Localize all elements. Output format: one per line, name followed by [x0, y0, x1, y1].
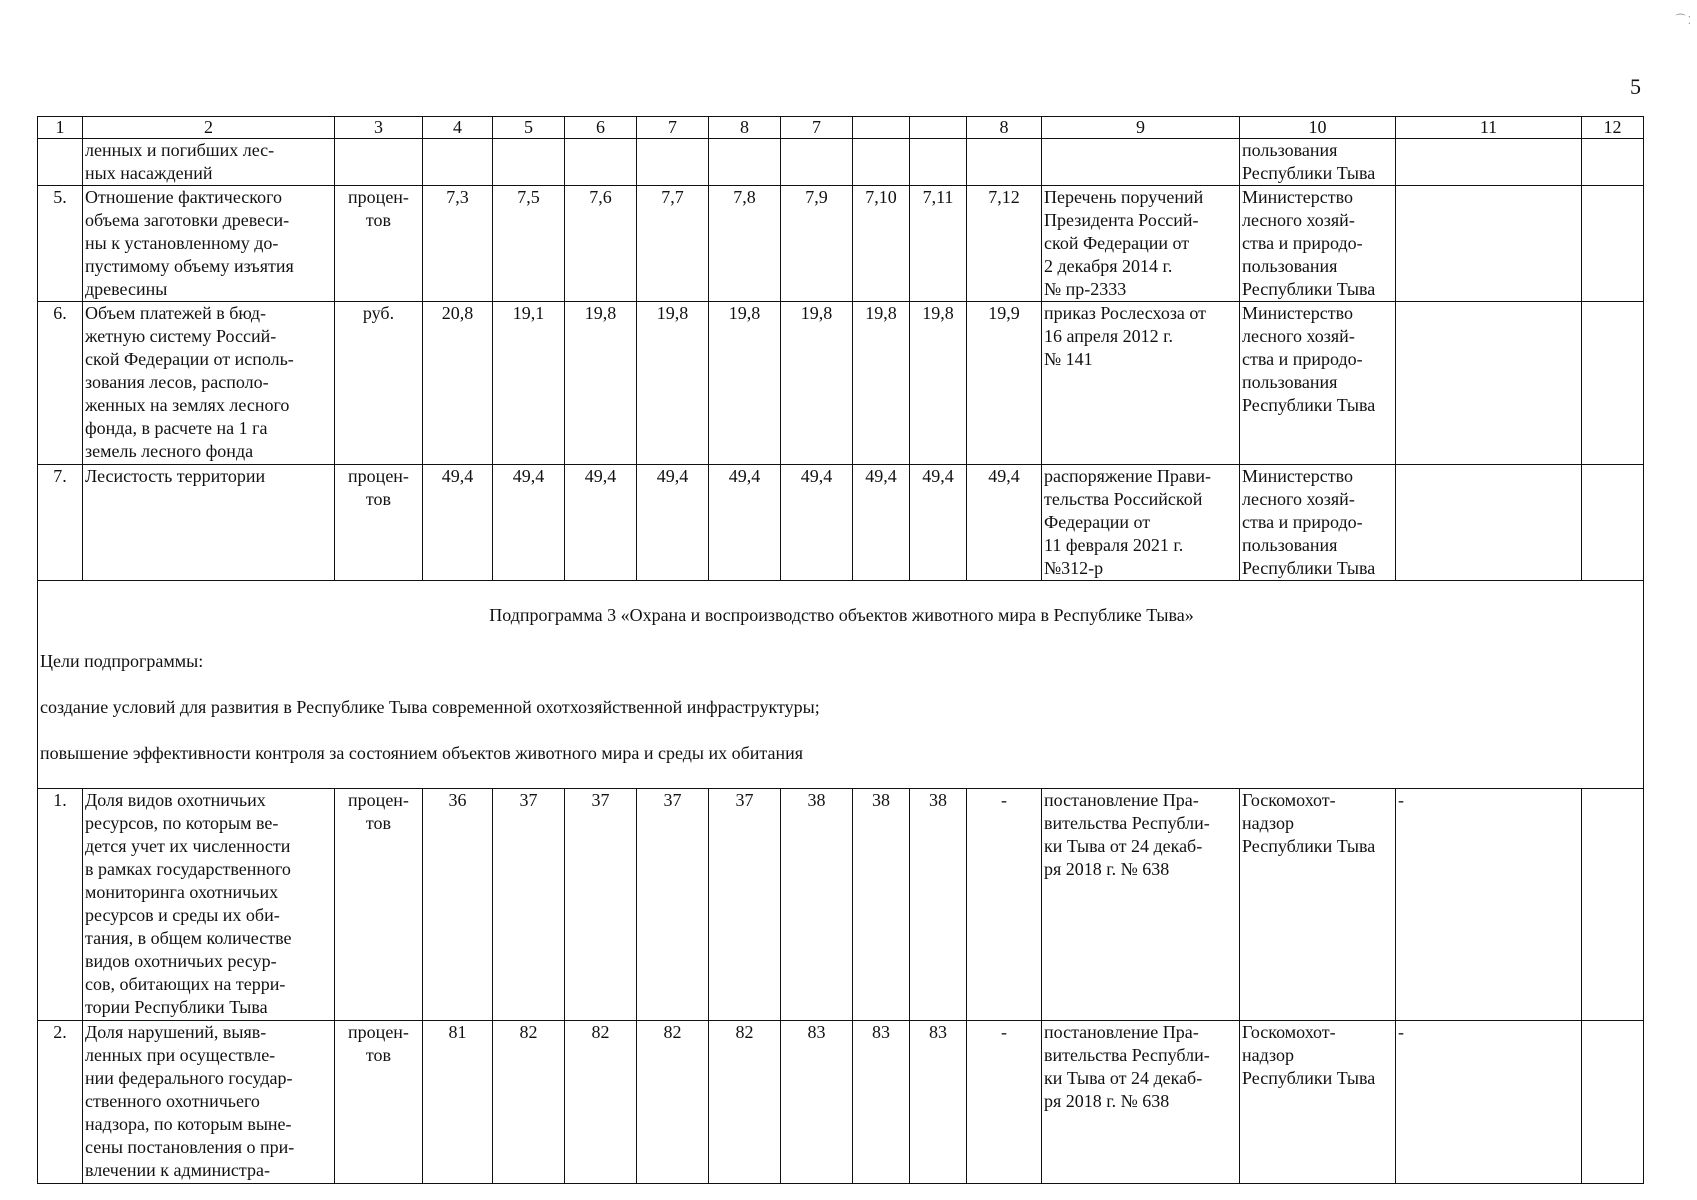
value-cell: - [967, 789, 1042, 1021]
value-cell: 82 [637, 1021, 709, 1184]
header-cell [910, 117, 967, 139]
executor-cell: Министерство лесного хозяй- ства и природо- пользования Республики Тыва [1240, 302, 1396, 465]
value-cell: 7,12 [967, 186, 1042, 302]
table-row [38, 302, 1644, 465]
value-cell [910, 139, 967, 186]
value-cell: 82 [565, 1021, 637, 1184]
value-cell: 20,8 [423, 302, 493, 465]
row-number: 2. [38, 1021, 83, 1184]
header-cell: 3 [335, 117, 423, 139]
value-cell: 49,4 [423, 465, 493, 581]
column-11-cell [1396, 139, 1582, 186]
value-cell: 49,4 [967, 465, 1042, 581]
table-row [38, 789, 1644, 1021]
indicator-name: Доля видов охотничьих ресурсов, по которым ве- дется учет их численности в рамках государственного мониторинга охотничьих ресурсов и среды их оби- тания, в общем количестве видов охотничьих ресур- сов, обитающих на терри- тории Республики Тыва [83, 789, 335, 1021]
column-11-cell [1396, 465, 1582, 581]
value-cell: 7,10 [853, 186, 910, 302]
table-row [38, 139, 1644, 186]
value-cell: 7,11 [910, 186, 967, 302]
header-cell: 8 [709, 117, 781, 139]
value-cell: 38 [781, 789, 853, 1021]
header-cell: 1 [38, 117, 83, 139]
value-cell: 7,7 [637, 186, 709, 302]
column-12-cell [1582, 465, 1644, 581]
header-row [38, 117, 1644, 139]
header-cell: 7 [637, 117, 709, 139]
value-cell: 19,8 [709, 302, 781, 465]
header-cell: 2 [83, 117, 335, 139]
column-11-cell [1396, 302, 1582, 465]
basis-cell: приказ Рослесхоза от 16 апреля 2012 г. № 141 [1042, 302, 1240, 465]
value-cell [967, 139, 1042, 186]
indicator-name: ленных и погибших лес- ных насаждений [83, 139, 335, 186]
value-cell [709, 139, 781, 186]
value-cell: 7,9 [781, 186, 853, 302]
indicator-name: Доля нарушений, выяв- ленных при осуществле- нии федерального государ- ственного охотничьего надзора, по которым выне- сены постановления о при- влечении к администра- [83, 1021, 335, 1184]
table-row [38, 186, 1644, 302]
header-cell: 8 [967, 117, 1042, 139]
value-cell [781, 139, 853, 186]
goal-item: создание условий для развития в Республике Тыва современной охотхозяйственной инфраструктуры; [40, 697, 820, 717]
executor-cell: Госкомохот- надзор Республики Тыва [1240, 1021, 1396, 1184]
basis-cell [1042, 139, 1240, 186]
column-12-cell [1582, 186, 1644, 302]
header-cell: 7 [781, 117, 853, 139]
table-row [38, 465, 1644, 581]
header-cell: 10 [1240, 117, 1396, 139]
header-cell: 6 [565, 117, 637, 139]
value-cell [853, 139, 910, 186]
table-row [38, 1021, 1644, 1184]
unit-cell: процен- тов [335, 1021, 423, 1184]
value-cell: 36 [423, 789, 493, 1021]
indicator-name: Отношение фактического объема заготовки древеси- ны к установленному до- пустимому объему изъятия древесины [83, 186, 335, 302]
column-11-cell: - [1396, 1021, 1582, 1184]
value-cell: 49,4 [637, 465, 709, 581]
row-number: 5. [38, 186, 83, 302]
value-cell: 82 [709, 1021, 781, 1184]
value-cell: 37 [709, 789, 781, 1021]
value-cell: 38 [910, 789, 967, 1021]
subprogram-row [38, 581, 1644, 789]
value-cell [493, 139, 565, 186]
basis-cell: постановление Пра- вительства Республи- ки Тыва от 24 декаб- ря 2018 г. № 638 [1042, 1021, 1240, 1184]
unit-cell: процен- тов [335, 465, 423, 581]
value-cell: 81 [423, 1021, 493, 1184]
indicators-table [37, 116, 1644, 1184]
value-cell [565, 139, 637, 186]
column-11-cell [1396, 186, 1582, 302]
subprogram-cell [38, 581, 1644, 789]
value-cell: 19,8 [781, 302, 853, 465]
value-cell: 83 [910, 1021, 967, 1184]
subprogram-title: Подпрограмма 3 «Охрана и воспроизводство объектов животного мира в Республике Тыва» [489, 605, 1194, 625]
column-12-cell [1582, 139, 1644, 186]
value-cell: 19,1 [493, 302, 565, 465]
value-cell: 37 [493, 789, 565, 1021]
column-12-cell [1582, 789, 1644, 1021]
column-12-cell [1582, 1021, 1644, 1184]
executor-cell: Министерство лесного хозяй- ства и природо- пользования Республики Тыва [1240, 465, 1396, 581]
value-cell: 37 [565, 789, 637, 1021]
corner-mark: ⁀ ⁚ [1676, 15, 1692, 27]
value-cell: 49,4 [781, 465, 853, 581]
header-cell: 12 [1582, 117, 1644, 139]
executor-cell: Госкомохот- надзор Республики Тыва [1240, 789, 1396, 1021]
value-cell: 19,8 [565, 302, 637, 465]
row-number [38, 139, 83, 186]
basis-cell: постановление Пра- вительства Республи- ки Тыва от 24 декаб- ря 2018 г. № 638 [1042, 789, 1240, 1021]
value-cell: 7,8 [709, 186, 781, 302]
header-cell [853, 117, 910, 139]
value-cell: 19,8 [853, 302, 910, 465]
row-number: 1. [38, 789, 83, 1021]
header-cell: 5 [493, 117, 565, 139]
column-12-cell [1582, 302, 1644, 465]
value-cell: 7,5 [493, 186, 565, 302]
unit-cell: процен- тов [335, 789, 423, 1021]
column-11-cell: - [1396, 789, 1582, 1021]
basis-cell: Перечень поручений Президента Россий- ской Федерации от 2 декабря 2014 г. № пр-2333 [1042, 186, 1240, 302]
header-cell: 11 [1396, 117, 1582, 139]
indicator-name: Объем платежей в бюд- жетную систему Россий- ской Федерации от исполь- зования лесов, располо- женных на землях лесного фонда, в расчете на 1 га земель лесного фонда [83, 302, 335, 465]
value-cell: 82 [493, 1021, 565, 1184]
value-cell: 49,4 [565, 465, 637, 581]
value-cell: 83 [781, 1021, 853, 1184]
unit-cell [335, 139, 423, 186]
value-cell: 19,8 [637, 302, 709, 465]
indicator-name: Лесистость территории [83, 465, 335, 581]
value-cell: 38 [853, 789, 910, 1021]
value-cell: - [967, 1021, 1042, 1184]
goals-label: Цели подпрограммы: [40, 651, 204, 671]
basis-cell: распоряжение Прави- тельства Российской Федерации от 11 февраля 2021 г. №312-р [1042, 465, 1240, 581]
header-cell: 9 [1042, 117, 1240, 139]
executor-cell: Министерство лесного хозяй- ства и природо- пользования Республики Тыва [1240, 186, 1396, 302]
row-number: 6. [38, 302, 83, 465]
value-cell: 49,4 [493, 465, 565, 581]
value-cell: 19,8 [910, 302, 967, 465]
value-cell: 49,4 [709, 465, 781, 581]
value-cell: 37 [637, 789, 709, 1021]
value-cell: 49,4 [910, 465, 967, 581]
value-cell: 7,6 [565, 186, 637, 302]
value-cell: 19,9 [967, 302, 1042, 465]
unit-cell: процен- тов [335, 186, 423, 302]
header-cell: 4 [423, 117, 493, 139]
unit-cell: руб. [335, 302, 423, 465]
value-cell: 7,3 [423, 186, 493, 302]
row-number: 7. [38, 465, 83, 581]
goal-item: повышение эффективности контроля за состоянием объектов животного мира и среды их обитания [40, 743, 804, 763]
executor-cell: пользования Республики Тыва [1240, 139, 1396, 186]
page-number: 5 [1630, 74, 1641, 99]
value-cell [637, 139, 709, 186]
value-cell: 83 [853, 1021, 910, 1184]
value-cell: 49,4 [853, 465, 910, 581]
value-cell [423, 139, 493, 186]
